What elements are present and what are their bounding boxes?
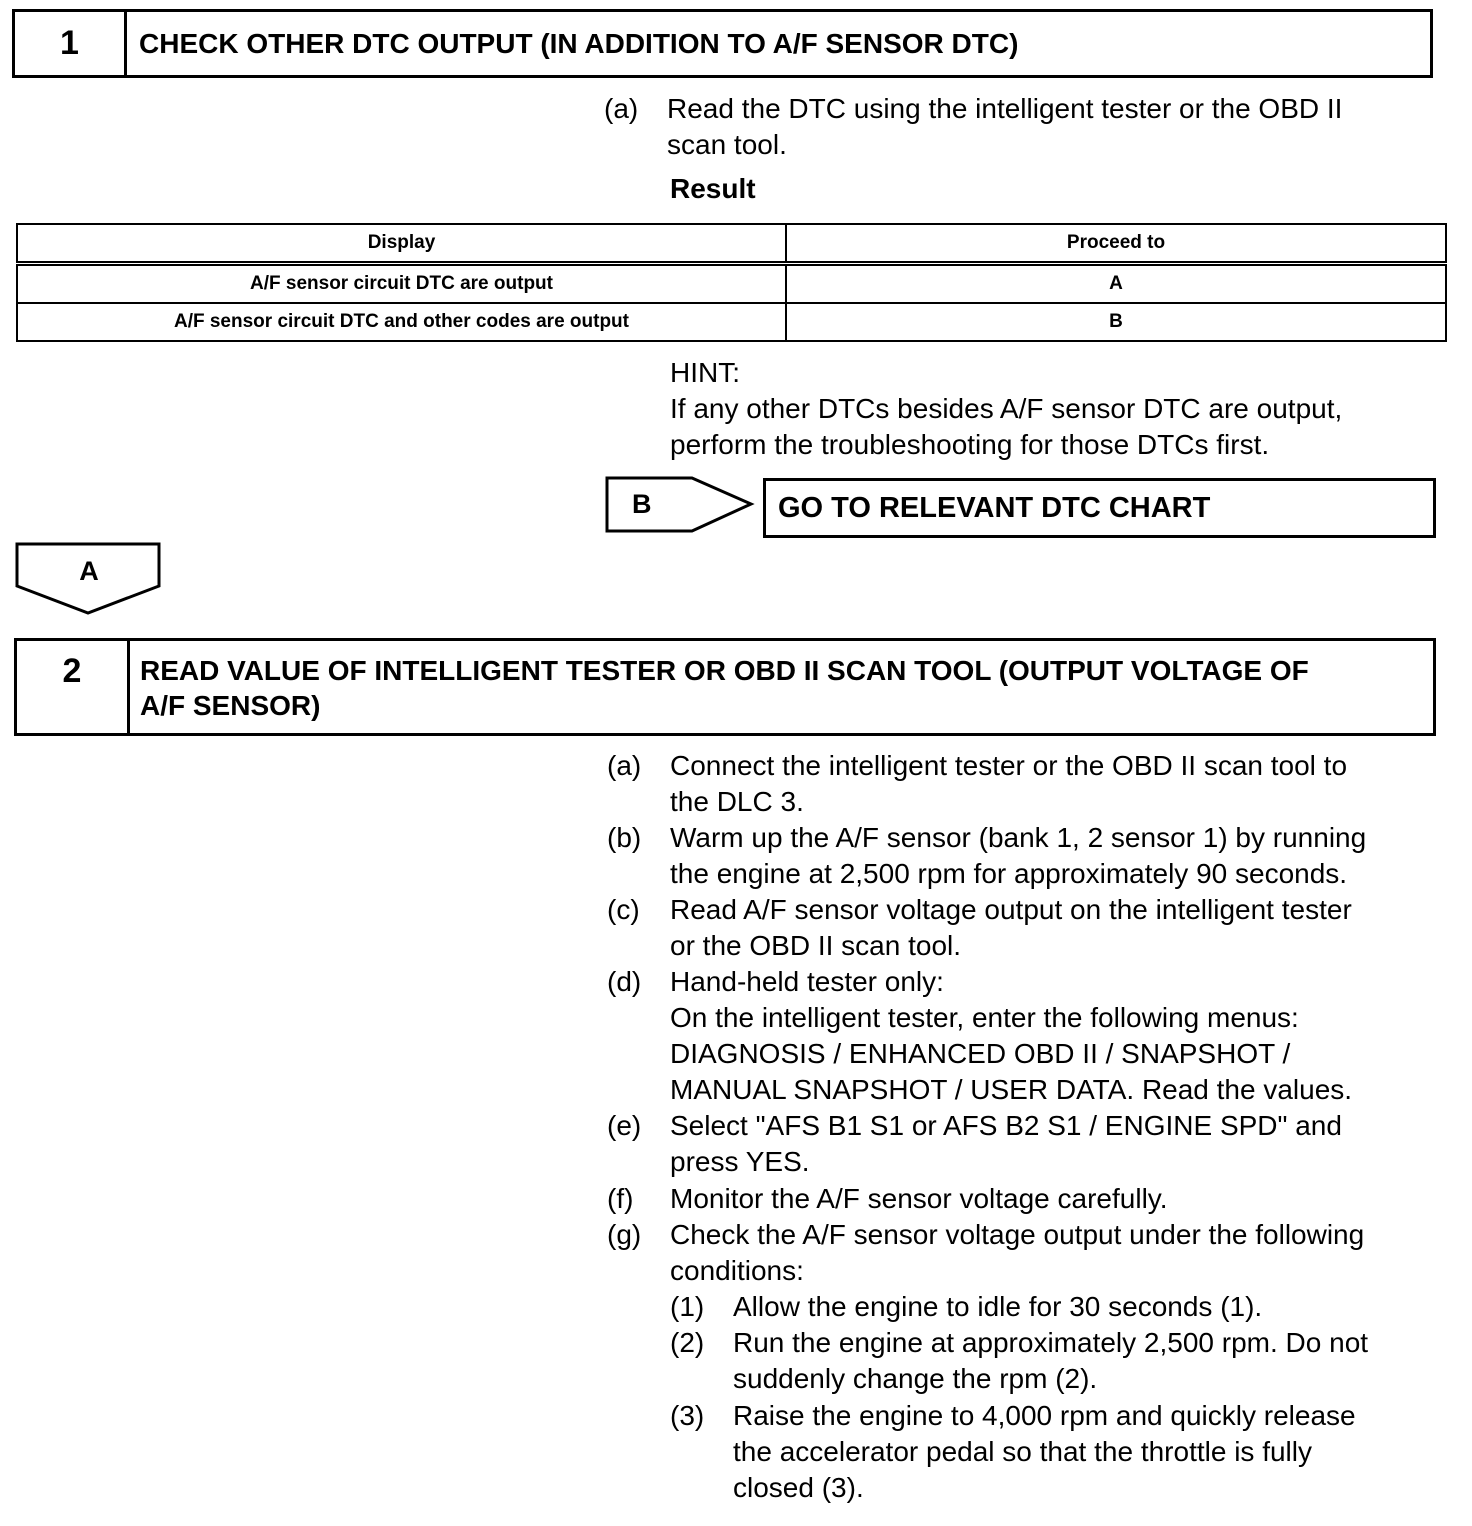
step-1-title: CHECK OTHER DTC OUTPUT (IN ADDITION TO A/F SENSOR DTC) [139, 28, 1019, 59]
item-e-label: (e) [607, 1110, 642, 1141]
step-1-item-a-label: (a) [604, 93, 639, 124]
result-heading: Result [670, 173, 756, 204]
subitem-1-line-1: Allow the engine to idle for 30 seconds (1). [733, 1291, 1263, 1322]
branch-b-label: B [632, 489, 652, 519]
table-header-display: Display [17, 224, 786, 264]
result-table [16, 223, 1447, 342]
table-header-row [17, 224, 1446, 264]
step-1-header [12, 9, 1433, 78]
step-1-item-a-line-1: Read the DTC using the intelligent tester or the OBD II [667, 93, 1343, 124]
subitem-3-line-3: closed (3). [733, 1472, 864, 1503]
subitem-2-line-1: Run the engine at approximately 2,500 rpm. Do not [733, 1327, 1369, 1358]
table-header-proceed: Proceed to [786, 224, 1446, 264]
branch-b-action-box: GO TO RELEVANT DTC CHART [763, 478, 1436, 538]
subitem-3-line-1: Raise the engine to 4,000 rpm and quickly release [733, 1400, 1356, 1431]
item-g-line-1: Check the A/F sensor voltage output under the following [670, 1219, 1365, 1250]
step-1-item-a-line-2: scan tool. [667, 129, 787, 160]
subitem-3-line-2: the accelerator pedal so that the throttle is fully [733, 1436, 1312, 1467]
subitem-1-label: (1) [670, 1291, 705, 1322]
item-c-line-1: Read A/F sensor voltage output on the intelligent tester [670, 894, 1352, 925]
item-b-line-2: the engine at 2,500 rpm for approximately 90 seconds. [670, 858, 1348, 889]
subitem-2-line-2: suddenly change the rpm (2). [733, 1363, 1098, 1394]
item-c-label: (c) [607, 894, 640, 925]
step-2-number: 2 [17, 641, 130, 733]
step-2-header [14, 638, 1436, 736]
step-2-title-line-1: READ VALUE OF INTELLIGENT TESTER OR OBD II SCAN TOOL (OUTPUT VOLTAGE OF [140, 655, 1309, 686]
item-a-line-1: Connect the intelligent tester or the OBD II scan tool to [670, 750, 1348, 781]
subitem-3-label: (3) [670, 1400, 705, 1431]
table-row [17, 303, 1446, 341]
item-a-label: (a) [607, 750, 642, 781]
item-e-line-1: Select "AFS B1 S1 or AFS B2 S1 / ENGINE SPD" and [670, 1110, 1342, 1141]
item-a-line-2: the DLC 3. [670, 786, 804, 817]
item-f-line-1: Monitor the A/F sensor voltage carefully. [670, 1183, 1168, 1214]
item-e-line-2: press YES. [670, 1146, 810, 1177]
table-cell-display: A/F sensor circuit DTC are output [17, 264, 786, 304]
item-d-line-4: MANUAL SNAPSHOT / USER DATA. Read the values. [670, 1074, 1353, 1105]
table-cell-proceed: A [786, 264, 1446, 304]
item-d-line-3: DIAGNOSIS / ENHANCED OBD II / SNAPSHOT / [670, 1038, 1291, 1069]
branch-b-arrow-icon [605, 476, 755, 534]
item-g-line-2: conditions: [670, 1255, 804, 1286]
hint-label: HINT: [670, 357, 740, 388]
step-1-number: 1 [15, 12, 127, 75]
item-b-line-1: Warm up the A/F sensor (bank 1, 2 sensor 1) by running [670, 822, 1367, 853]
item-d-line-2: On the intelligent tester, enter the following menus: [670, 1002, 1299, 1033]
hint-line-1: If any other DTCs besides A/F sensor DTC are output, [670, 393, 1343, 424]
item-g-label: (g) [607, 1219, 642, 1250]
step-2-title-line-2: A/F SENSOR) [140, 690, 321, 721]
table-cell-proceed: B [786, 303, 1446, 341]
hint-line-2: perform the troubleshooting for those DTCs first. [670, 429, 1270, 460]
table-row [17, 264, 1446, 304]
item-c-line-2: or the OBD II scan tool. [670, 930, 962, 961]
item-d-label: (d) [607, 966, 642, 997]
table-cell-display: A/F sensor circuit DTC and other codes are output [17, 303, 786, 341]
item-d-line-1: Hand-held tester only: [670, 966, 944, 997]
item-f-label: (f) [607, 1183, 634, 1214]
step-2-title [130, 641, 1309, 733]
item-b-label: (b) [607, 822, 642, 853]
branch-a-label: A [79, 556, 99, 586]
subitem-2-label: (2) [670, 1327, 705, 1358]
